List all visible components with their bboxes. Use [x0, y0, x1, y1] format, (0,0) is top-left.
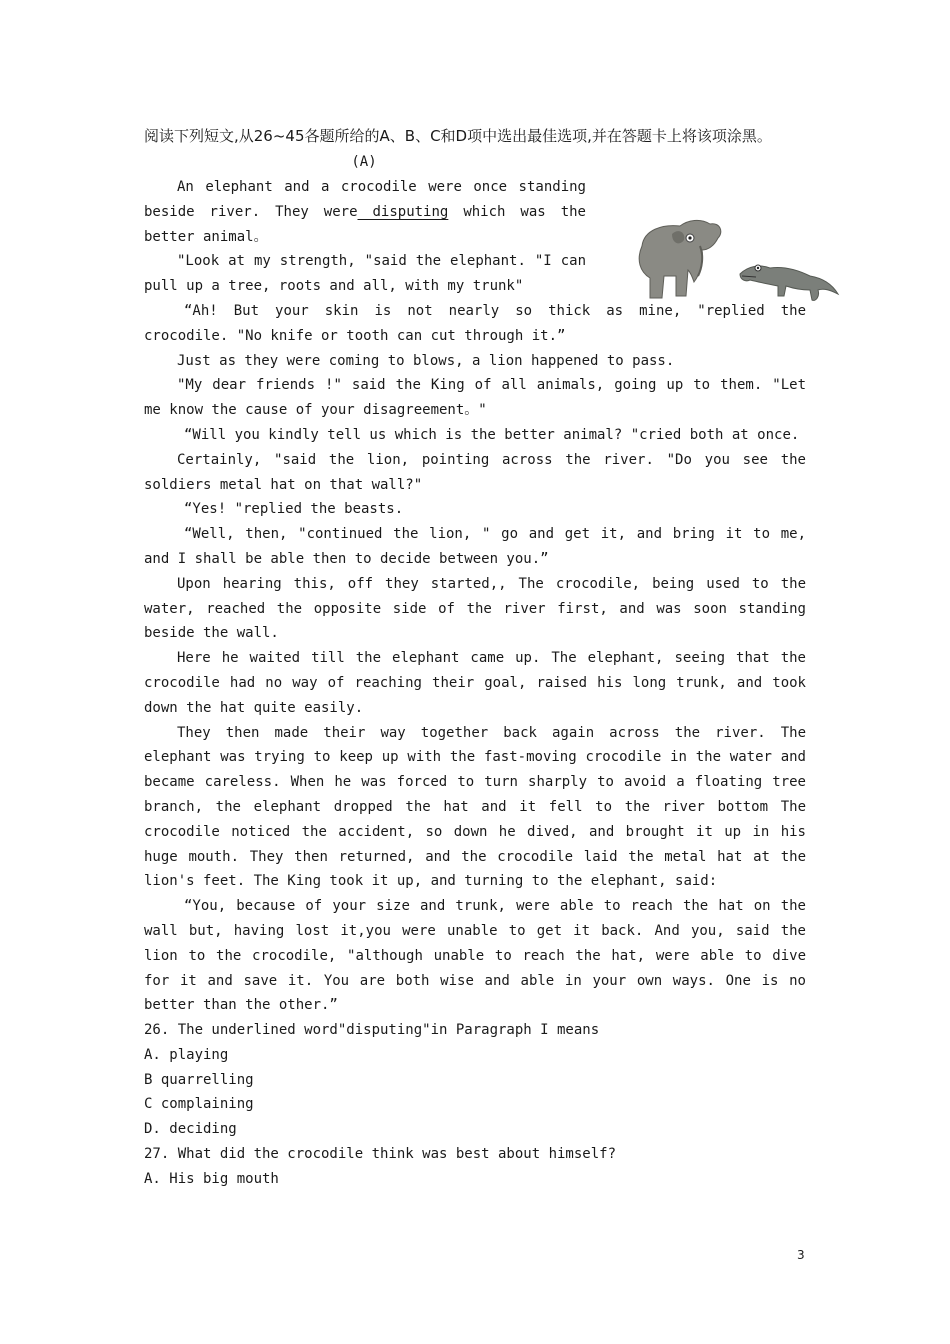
- paragraph-5: "My dear friends !" said the King of all animals, going up to them. "Let me know the cause of your disagreement。": [144, 377, 806, 419]
- question-26-option-b: B quarrelling: [144, 1071, 254, 1088]
- paragraph-10: Upon hearing this, off they started,, The crocodile, being used to the water, reached the opposite side of the river first, and was soon standing beside the wall.: [144, 575, 806, 642]
- paragraph-13: “You, because of your size and trunk, were able to reach the hat on the wall but, having lost it,you were unable to get it back. And you, said the lion to the crocodile, "although unable to reach the hat, were able to dive for it and save it. You are both wise and able in your own ways. One is no better than the other.”: [144, 898, 806, 1014]
- paragraph-6: “Will you kindly tell us which is the better animal? "cried both at once.: [184, 426, 800, 443]
- paragraph-3-text: “Ah! But your skin is not nearly so thick as mine, "replied the crocodile. "No knife or tooth can cut through it.”: [144, 302, 806, 344]
- question-26-option-d: D. deciding: [144, 1121, 237, 1138]
- p1-before: An elephant and a crocodile were once standing beside river. They were: [144, 179, 586, 220]
- paragraph-2: "Look at my strength, "said the elephant. "I can pull up a tree, roots and all, with my trunk": [144, 253, 586, 295]
- question-26-option-c: C complaining: [144, 1096, 254, 1113]
- elephant-icon: [639, 220, 721, 298]
- p1-after: which was the better animal。: [144, 203, 586, 245]
- paragraph-1: [144, 175, 586, 249]
- section-label: (A): [351, 154, 377, 170]
- paragraph-7: Certainly, "said the lion, pointing across the river. "Do you see the soldiers metal hat on that wall?": [144, 451, 806, 493]
- paragraph-8: “Yes! "replied the beasts.: [184, 501, 404, 518]
- question-26-option-a: A. playing: [144, 1046, 229, 1063]
- question-27-stem: 27. What did the crocodile think was best about himself?: [144, 1146, 617, 1163]
- question-27-option-a: A. His big mouth: [144, 1170, 279, 1187]
- paragraph-12: They then made their way together back again across the river. The elephant was trying to keep up with the fast-moving crocodile in the water and became careless. When he was forced to turn sharply to avoid a floating tree branch, the elephant dropped the hat and it fell to the river bottom The crocodile noticed the accident, so down he dived, and brought it up in his huge mouth. They then returned, and the crocodile laid the metal hat at the lion's feet. The King took it up, and turning to the elephant, said:: [144, 724, 806, 890]
- paragraph-4: Just as they were coming to blows, a lion happened to pass.: [177, 352, 675, 369]
- page-number: 3: [797, 1248, 805, 1262]
- paragraph-9: “Well, then, "continued the lion, " go and get it, and bring it to me, and I shall be able then to decide between you.”: [144, 526, 806, 567]
- elephant-crocodile-illustration: [628, 216, 842, 308]
- question-26-stem: 26. The underlined word"disputing"in Paragraph I means: [144, 1022, 600, 1039]
- underlined-word: disputing: [357, 203, 449, 220]
- crocodile-icon: [740, 265, 838, 300]
- instructions: 阅读下列短文,从26~45各题所给的A、B、C和D项中选出最佳选项,并在答题卡上将该项涂黑。: [144, 127, 772, 145]
- paragraph-11: Here he waited till the elephant came up. The elephant, seeing that the crocodile had no way of reaching their goal, raised his long trunk, and took down the hat quite easily.: [144, 650, 806, 716]
